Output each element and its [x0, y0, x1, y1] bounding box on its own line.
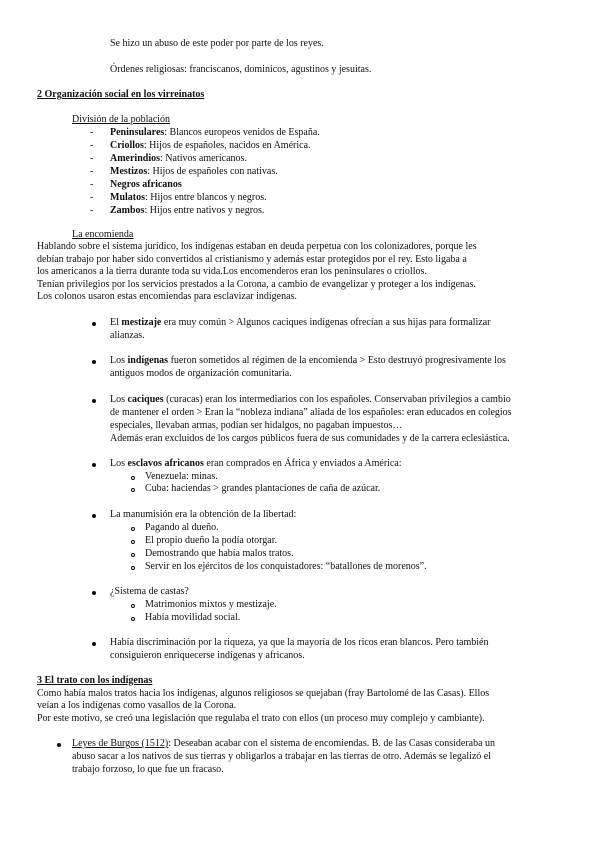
desc: : Nativos americanos. [160, 153, 247, 164]
list-item: - [90, 153, 94, 164]
term: Negros africanos [110, 179, 182, 190]
subheading-division: División de la población [72, 114, 171, 125]
bullet-text: consiguieron enriquecerse indígenas y africanos. [110, 650, 305, 661]
sub-bullet-text: Servir en los ejércitos de los conquistadores: “batallones de morenos”. [145, 561, 427, 572]
sub-bullet-circle [131, 617, 135, 621]
bullet-dot [92, 360, 96, 364]
bullet-text: Había discriminación por la riqueza, ya que la mayoría de los ricos eran blancos. Pero también [110, 637, 489, 648]
sub-bullet-circle [131, 553, 135, 557]
bullet-text: ¿Sistema de castas? [110, 586, 189, 597]
text-line: veían a los indígenas como vasallos de la Corona. [37, 700, 237, 711]
sub-bullet-text: Había movilidad social. [145, 612, 241, 623]
list-item: - [90, 166, 94, 177]
sub-bullet-circle [131, 476, 135, 480]
desc: : Blancos europeos venidos de España. [164, 127, 320, 138]
sub-bullet-circle [131, 540, 135, 544]
text-line: Órdenes religiosas: franciscanos, dominicos, agustinos y jesuitas. [110, 64, 372, 75]
text-line: Hablando sobre el sistema jurídico, los indígenas estaban en deuda perpetua con los colonizadores, porque les [37, 241, 477, 252]
list-item [110, 179, 182, 191]
sub-bullet-text: Pagando al dueño. [145, 522, 219, 533]
sub-bullet-circle [131, 488, 135, 492]
bullet-text: especiales, llevaban armas, podían ser hidalgos, no pagaban impuestos… [110, 420, 403, 431]
term: Zambos [110, 205, 145, 216]
bullet-dot [92, 463, 96, 467]
bullet-text: La manumisión era la obtención de la libertad: [110, 509, 297, 520]
bullet-dot [57, 743, 61, 747]
list-item: - [90, 192, 94, 203]
section-heading-2: 2 Organización social en los virreinatos [37, 89, 205, 100]
text-line: Por este motivo, se creó una legislación que regulaba el trato con ellos (un proceso muy complejo y cambiante). [37, 713, 485, 724]
text-line: debían trabajo por haber sido convertidos al cristianismo y además estar protegidos por el rey. Esto ligaba a [37, 254, 467, 265]
bullet-text: de mantener el orden > Eran la “nobleza indiana” aliada de los españoles: eran educados en colegios [110, 407, 512, 418]
bullet-dot [92, 642, 96, 646]
sub-bullet-text: Matrimonios mixtos y mestizaje. [145, 599, 277, 610]
bullet-text: El mestizaje era muy común > Algunos caciques indígenas ofrecían a sus hijas para formalizar [110, 317, 491, 328]
list-item: - [90, 179, 94, 190]
term: Criollos [110, 140, 144, 151]
list-item [110, 153, 247, 165]
text-line: Los colonos usaron estas encomiendas para esclavizar indígenas. [37, 291, 297, 302]
sub-bullet-text: Cuba: haciendas > grandes plantaciones de caña de azúcar. [145, 483, 381, 494]
desc: : Hijos entre nativos y negros. [144, 205, 265, 216]
bullet-dot [92, 514, 96, 518]
subheading-encomienda: La encomienda [72, 229, 134, 240]
list-item [110, 166, 278, 178]
bullet-dot [92, 322, 96, 326]
desc: : Hijos de españoles, nacidos en América. [143, 140, 311, 151]
text-line: Se hizo un abuso de este poder por parte de los reyes. [110, 38, 324, 49]
bullet-dot [92, 399, 96, 403]
sub-bullet-circle [131, 604, 135, 608]
bullet-text: antiguos modos de organización comunitaria. [110, 368, 292, 379]
list-item: - [90, 127, 94, 138]
list-item: - [90, 140, 94, 151]
bullet-text: alianzas. [110, 330, 145, 341]
desc: : Hijos de españoles con nativas. [147, 166, 278, 177]
term: Amerindios [110, 153, 160, 164]
bullet-text: Los indígenas fueron sometidos al régimen de la encomienda > Esto destruyó progresivamente los [110, 355, 506, 366]
list-item: - [90, 205, 94, 216]
list-item [110, 140, 311, 152]
desc: : Hijos entre blancos y negros. [145, 192, 267, 203]
sub-bullet-text: Demostrando que había malos tratos. [145, 548, 294, 559]
sub-bullet-text: El propio dueño la podía otorgar. [145, 535, 278, 546]
bullet-dot [92, 591, 96, 595]
bullet-text: Además eran excluidos de los cargos públicos fuera de sus comunidades y de la carrera eclesiástica. [110, 433, 510, 444]
bullet-text: Los caciques (curacas) eran los intermediarios con los españoles. Conservaban privilegios a cambio [110, 394, 511, 405]
bullet-text: Leyes de Burgos (1512): Deseaban acabar con el sistema de encomiendas. B. de las Casas consideraba un [72, 738, 496, 749]
sub-bullet-text: Venezuela: minas. [145, 471, 218, 482]
section-heading-3: 3 El trato con los indígenas [37, 675, 153, 686]
list-item [110, 205, 264, 217]
text-line: Tenían privilegios por los servicios prestados a la Corona, a cambio de evangelizar y proteger a los indígenas. [37, 279, 476, 290]
text-line: los americanos a la tierra durante toda su vida.Los encomenderos eran los peninsulares o criollos. [37, 266, 427, 277]
term: Mestizos [110, 166, 148, 177]
text-line: Como había malos tratos hacia los indígenas, algunos religiosos se quejaban (fray Bartolomé de las Casas). Ellos [37, 688, 490, 699]
sub-bullet-circle [131, 527, 135, 531]
term: Peninsulares [110, 127, 165, 138]
list-item [110, 192, 267, 204]
bullet-text: Los esclavos africanos eran comprados en África y enviados a América: [110, 458, 402, 469]
law-name: Leyes de Burgos (1512) [72, 738, 169, 749]
term: Mulatos [110, 192, 145, 203]
list-item [110, 127, 320, 139]
sub-bullet-circle [131, 566, 135, 570]
bullet-text: trabajo forzoso, lo que fue un fracaso. [72, 764, 224, 775]
bullet-text: abuso sacar a los nativos de sus tierras y obligarlos a trabajar en las tierras de otro. Además se legalizó el [72, 751, 492, 762]
